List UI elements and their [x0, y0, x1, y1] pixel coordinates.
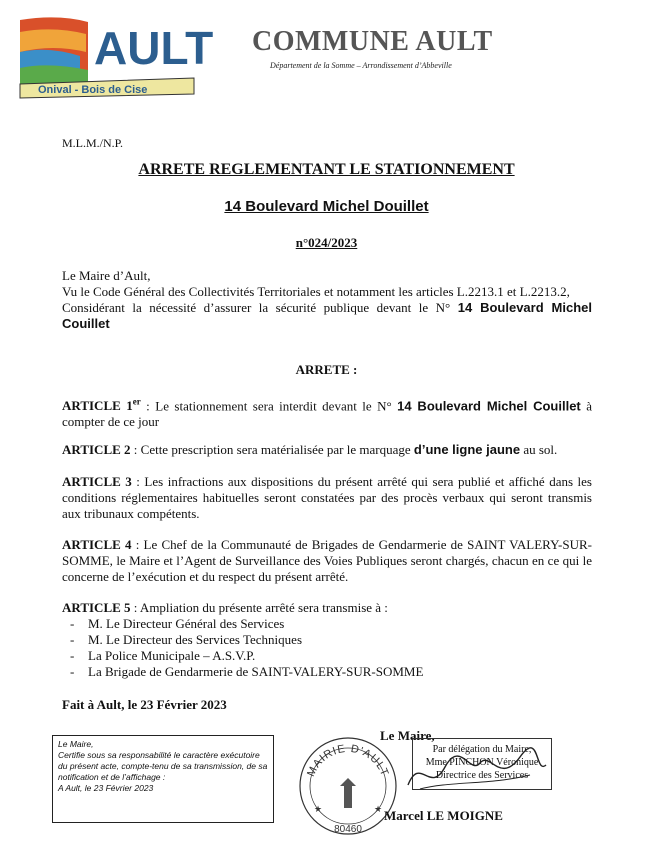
article-1: ARTICLE 1er : Le stationnement sera interdit devant le N° 14 Boulevard Michel Couillet à compter de ce jour [62, 397, 592, 430]
cert-line2: Certifie sous sa responsabilité le caractère exécutoire du présent acte, compte-tenu de sa transmission, de sa notification et de l’affichage : [58, 750, 268, 782]
article-3-label: ARTICLE 3 [62, 474, 132, 489]
article-4: ARTICLE 4 : Le Chef de la Communauté de Brigades de Gendarmerie de SAINT VALERY-SUR-SOMME, le Maire et l’Agent de Surveillance des Voies Publiques seront chargés, chacun en ce qui le concerne de l’exécution et du respect du présent arrêté. [62, 537, 592, 584]
document-number: n°024/2023 [295, 235, 358, 250]
list-item: - M. Le Directeur Général des Services [62, 616, 592, 632]
commune-subtitle: Département de la Somme – Arrondissement d’Abbeville [270, 61, 452, 70]
list-item: - M. Le Directeur des Services Techniques [62, 632, 592, 648]
cert-line1: Le Maire, [58, 739, 94, 749]
preamble-address: 14 Boulevard Michel Couillet [62, 300, 592, 331]
list-item: - La Brigade de Gendarmerie de SAINT-VALERY-SUR-SOMME [62, 664, 592, 680]
svg-text:★: ★ [314, 804, 323, 814]
article-2-marking: d’une ligne jaune [413, 442, 521, 457]
handwritten-signature [400, 745, 550, 805]
svg-text:★: ★ [374, 804, 383, 814]
certification-box [52, 735, 274, 823]
seal-postcode: 80460 [334, 824, 362, 835]
article-2: ARTICLE 2 : Cette prescription sera matérialisée par le marquage d’une ligne jaune au sol. [62, 442, 558, 457]
list-item: - La Police Municipale – A.S.V.P. [62, 648, 592, 664]
delegation-line1: Par délégation du Maire, [432, 744, 532, 755]
seal-text: MAIRIE D'AULT [305, 742, 391, 779]
document-title: ARRETE REGLEMENTANT LE STATIONNEMENT [138, 161, 515, 178]
signature-role: Le Maire, [380, 728, 435, 743]
preamble-line3: Considérant la nécessité d’assurer la sécurité publique devant le N° 14 Boulevard Michel Couillet [62, 300, 592, 331]
preamble [62, 268, 592, 332]
commune-title: COMMUNE AULT [252, 26, 493, 57]
article-4-label: ARTICLE 4 [62, 537, 132, 552]
signer-name: Marcel LE MOIGNE [384, 808, 503, 823]
fait-date: Fait à Ault, le 23 Février 2023 [62, 697, 227, 712]
article-2-label: ARTICLE 2 [62, 442, 131, 457]
delegation-line2: Mme PINCHON Véronique [425, 757, 539, 768]
arrete-heading: ARRETE : [295, 362, 358, 377]
document-reference: M.L.M./N.P. [62, 136, 124, 150]
commune-logo [18, 12, 214, 104]
logo-subtext: Onival - Bois de Cise [38, 84, 148, 96]
preamble-line2: Vu le Code Général des Collectivités Territoriales et notamment les articles L.2213.1 et L.2213.2, [62, 284, 570, 299]
article-1-address: 14 Boulevard Michel Couillet [397, 398, 581, 414]
logo-text: AULT [94, 22, 214, 74]
preamble-line1: Le Maire d’Ault, [62, 268, 151, 283]
cert-line3: A Ault, le 23 Février 2023 [58, 783, 154, 793]
delegation-line3: Directrice des Services [435, 770, 529, 781]
article-5: ARTICLE 5 : Ampliation du présente arrêté sera transmise à : - M. Le Directeur Général des Services - M. Le Directeur des Services Techniques - La Police Municipale – A.S.V.P. - La Brigade de Gendarmerie de SAINT-VALERY-SUR-SOMME [62, 600, 592, 680]
article-5-label: ARTICLE 5 [62, 600, 131, 615]
recipients-list [62, 616, 592, 680]
document-address: 14 Boulevard Michel Douillet [224, 198, 429, 215]
article-3: ARTICLE 3 : Les infractions aux dispositions du présent arrêté qui sera publié et affiché dans les conditions réglementaires habituelles seront constatées par des procès verbaux qui seront transmis aux tribunaux compétents. [62, 474, 592, 521]
article-1-label: ARTICLE 1er [62, 397, 141, 414]
